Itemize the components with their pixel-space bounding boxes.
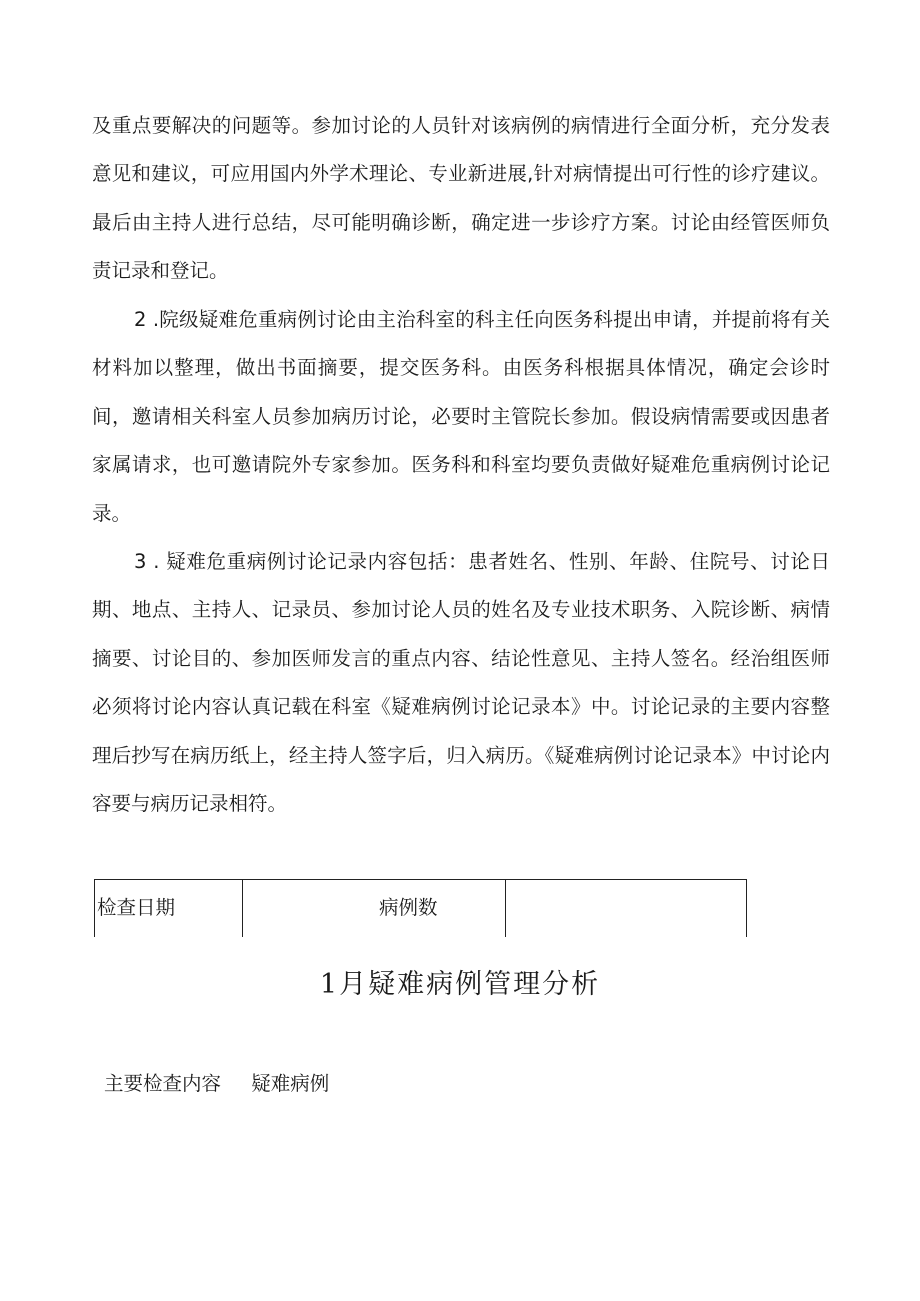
paragraph-hospital-level-discussion: 2 .院级疑难危重病例讨论由主治科室的科主任向医务科提出申请，并提前将有关材料加以整理，做出书面摘要，提交医务科。由医务科根据具体情况，确定会诊时间，邀请相关科室人员参加病历讨论，必要时主管院长参加。假设病情需要或因患者家属请求，也可邀请院外专家参加。医务科和科室均要负责做好疑难危重病例讨论记录。 <box>92 308 830 525</box>
main-check-label: 主要检查内容 <box>104 1072 222 1095</box>
table-cell-date-value <box>243 880 381 937</box>
inspection-date-label: 检查日期 <box>97 896 176 919</box>
main-check-value: 疑难病例 <box>251 1072 330 1095</box>
paragraph-record-content: 3 . 疑难危重病例讨论记录内容包括：患者姓名、性别、年龄、住院号、讨论日期、地点、主持人、记录员、参加讨论人员的姓名及专业技术职务、入院诊断、病情摘要、讨论目的、参加医师发言的重点内容、结论性意见、主持人签名。经治组医师必须将讨论内容认真记载在科室《疑难病例讨论记录本》中。讨论记录的主要内容整理后抄写在病历纸上，经主持人签字后，归入病历。《疑难病例讨论记录本》中讨论内容要与病历记录相符。 <box>92 550 830 816</box>
inspection-info-table <box>94 879 747 937</box>
main-check-row <box>104 1070 329 1098</box>
table-cell-cases-value <box>506 880 747 937</box>
table-cell-date-label <box>95 880 243 937</box>
table-cell-cases-label <box>381 880 506 937</box>
section-title: 1月疑难病例管理分析 <box>319 969 601 1000</box>
case-count-label: 病例数 <box>379 896 438 919</box>
paragraph-discussion-process: 及重点要解决的问题等。参加讨论的人员针对该病例的病情进行全面分析，充分发表意见和建议，可应用国内外学术理论、专业新进展,针对病情提出可行性的诊疗建议。最后由主持人进行总结，尽可能明确诊断，确定进一步诊疗方案。讨论由经管医师负责记录和登记。 <box>92 114 830 283</box>
